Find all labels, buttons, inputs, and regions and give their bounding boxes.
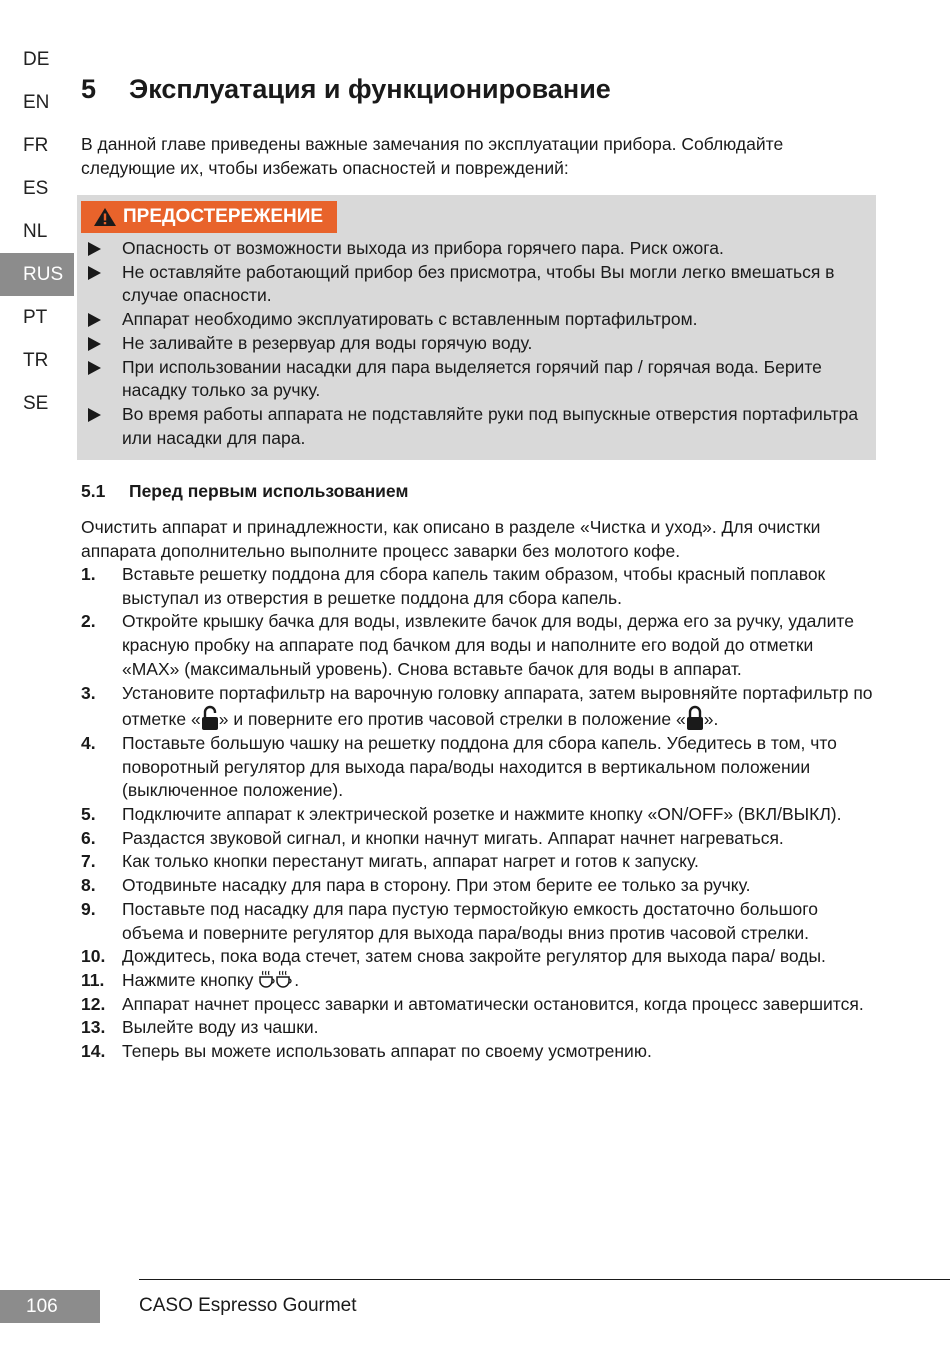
step-number: 8.: [81, 875, 96, 896]
lang-nl[interactable]: NL: [23, 221, 48, 242]
step-number: 6.: [81, 827, 96, 848]
step-number: 12.: [81, 993, 106, 1014]
warning-item: Не оставляйте работающий прибор без присмотра, чтобы Вы могли легко вмешаться в случае опасности.: [77, 261, 867, 308]
footer-product-name: CASO Espresso Gourmet: [139, 1295, 357, 1316]
lang-de[interactable]: DE: [23, 49, 50, 70]
lang-tr[interactable]: TR: [23, 350, 49, 371]
step-item: 8. Отодвиньте насадку для пара в сторону. При этом берите ее только за ручку.: [81, 874, 873, 898]
warning-item: Не заливайте в резервуар для воды горячую воду.: [77, 332, 867, 356]
step-item: 10. Дождитесь, пока вода стечет, затем снова закройте регулятор для выхода пара/ воды.: [81, 945, 873, 969]
warning-box: [77, 195, 876, 460]
step-number: 4.: [81, 732, 96, 753]
section-title-text: Перед первым использованием: [129, 481, 409, 501]
warning-item: При использовании насадки для пара выделяется горячий пар / горячая вода. Берите насадку только за ручку.: [77, 356, 867, 403]
chapter-intro: В данной главе приведены важные замечания по эксплуатации прибора. Соблюдайте следующие их, чтобы избежать опасностей и повреждений:: [81, 134, 784, 178]
lang-en[interactable]: EN: [23, 92, 50, 113]
step-item: 11. Нажмите кнопку .: [81, 969, 873, 993]
bullet-arrow-icon: [88, 266, 101, 280]
step-item: 3. Установите портафильтр на варочную головку аппарата, затем выровняйте портафильтр по отметке « » и поверните его против часовой стрелки в положение « ».: [81, 682, 873, 730]
language-nav: [0, 38, 74, 425]
warning-triangle-icon: [93, 207, 117, 227]
step-item: 7. Как только кнопки перестанут мигать, аппарат нагрет и готов к запуску.: [81, 850, 873, 874]
step-number: 10.: [81, 946, 106, 967]
step-item: 12. Аппарат начнет процесс заварки и автоматически остановится, когда процесс завершится.: [81, 993, 873, 1017]
lang-se[interactable]: SE: [23, 393, 49, 414]
step-number: 2.: [81, 611, 96, 632]
step-number: 3.: [81, 682, 96, 703]
warning-list: [77, 237, 867, 450]
chapter-title-text: Эксплуатация и функционирование: [129, 74, 611, 104]
bullet-arrow-icon: [88, 408, 101, 422]
unlocked-padlock-icon: [201, 705, 219, 731]
step-item: 6. Раздастся звуковой сигнал, и кнопки начнут мигать. Аппарат начнет нагреваться.: [81, 827, 873, 851]
section-intro: Очистить аппарат и принадлежности, как описано в разделе «Чистка и уход». Для очистки аппарата дополнительно выполните процесс заварки без молотого кофе.: [81, 517, 821, 561]
step-number: 5.: [81, 804, 96, 825]
step-number: 9.: [81, 898, 96, 919]
step-number: 11.: [81, 969, 105, 990]
lang-es[interactable]: ES: [23, 178, 49, 199]
bullet-arrow-icon: [88, 242, 101, 256]
step-item: 13. Вылейте воду из чашки.: [81, 1016, 873, 1040]
bullet-arrow-icon: [88, 313, 101, 327]
step-item: 4. Поставьте большую чашку на решетку поддона для сбора капель. Убедитесь в том, что поворотный регулятор для выхода пара/воды находится в вертикальном положении (выключенное положение).: [81, 732, 837, 801]
step-number: 1.: [81, 564, 96, 584]
bullet-arrow-icon: [88, 361, 101, 375]
locked-padlock-icon: [686, 705, 704, 731]
double-cup-icon: [258, 970, 294, 988]
warning-item: Опасность от возможности выхода из прибора горячего пара. Риск ожога.: [77, 237, 867, 261]
step-number: 13.: [81, 1017, 106, 1038]
section-title: [81, 481, 408, 502]
step-number: 7.: [81, 851, 96, 872]
chapter-number: 5: [81, 74, 97, 104]
chapter-title: [81, 74, 611, 105]
lang-pt[interactable]: PT: [23, 307, 48, 328]
lang-fr[interactable]: FR: [23, 135, 49, 156]
footer-divider: [139, 1279, 950, 1280]
step-item: 14. Теперь вы можете использовать аппарат по своему усмотрению.: [81, 1040, 873, 1064]
step-number: 14.: [81, 1041, 106, 1062]
lang-rus-active[interactable]: RUS: [0, 253, 74, 296]
step-item: 2. Откройте крышку бачка для воды, извлеките бачок для воды, держа его за ручку, удалите красную пробку на аппарате под бачком для воды и наполните его водой до отметки «MAX» (максимальный уровень). Снова вставьте бачок для воды в аппарат.: [81, 611, 854, 679]
warning-item: Во время работы аппарата не подставляйте руки под выпускные отверстия портафильтра или насадки для пара.: [77, 403, 867, 450]
bullet-arrow-icon: [88, 337, 101, 351]
page-number: 106: [0, 1290, 100, 1323]
section-number: 5.1: [81, 481, 106, 501]
step-item: 5. Подключите аппарат к электрической розетке и нажмите кнопку «ON/OFF» (ВКЛ/ВЫКЛ).: [81, 803, 873, 827]
step-item: 1. Вставьте решетку поддона для сбора капель таким образом, чтобы красный поплавок выступал из отверстия в решетке поддона для сбора капель.: [81, 564, 826, 608]
step-item: 9. Поставьте под насадку для пара пустую термостойкую емкость достаточно большого объема и поверните регулятор для выхода пара/воды вниз против часовой стрелки.: [81, 898, 818, 943]
steps-list: [81, 563, 873, 1064]
warning-label: ПРЕДОСТЕРЕЖЕНИЕ: [123, 206, 324, 227]
warning-header: [81, 201, 337, 233]
warning-item: Аппарат необходимо эксплуатировать с вставленным портафильтром.: [77, 308, 867, 332]
